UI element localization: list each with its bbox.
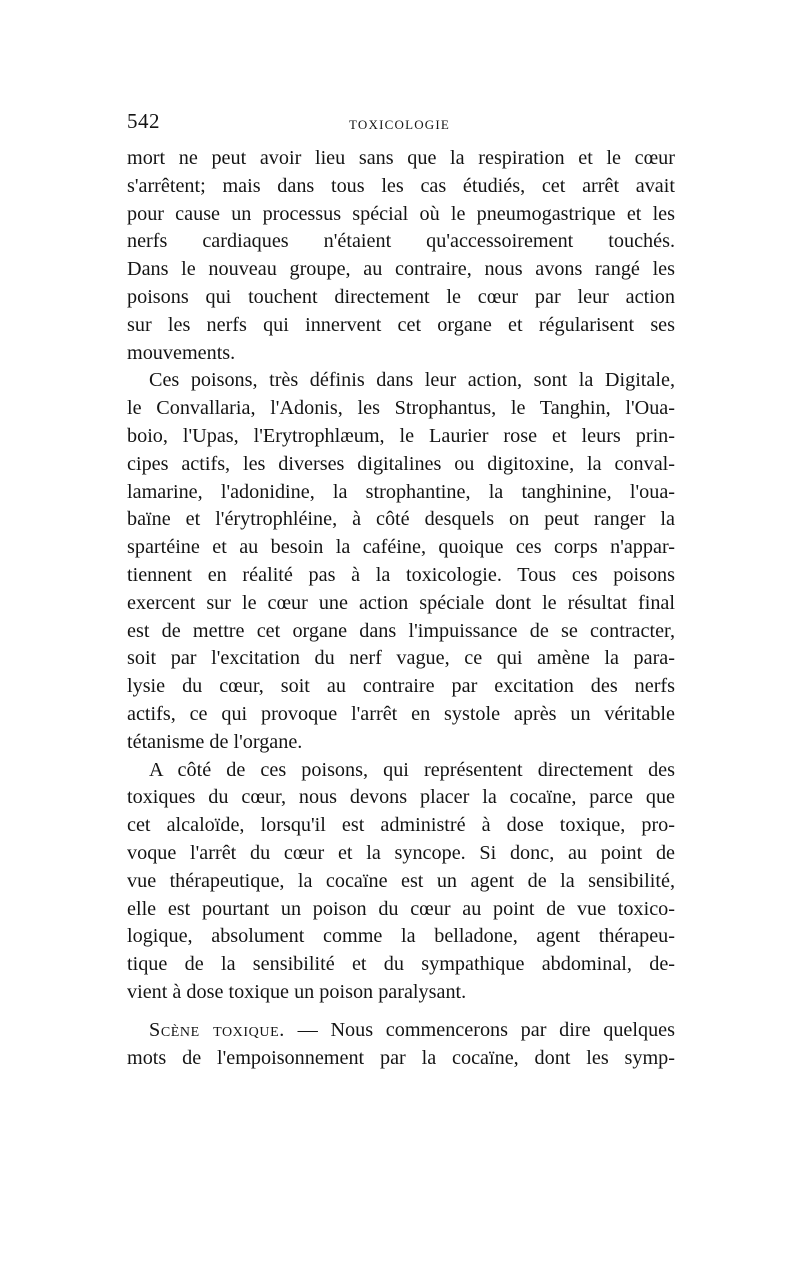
section-label: Scène toxique. — [149, 1018, 285, 1041]
paragraph-3 — [127, 757, 675, 1007]
paragraph-1 — [127, 145, 675, 367]
text-line: logique, absolument comme la belladone, agent thérapeu- — [127, 925, 675, 948]
text-line: spartéine et au besoin la caféine, quoique ces corps n'appar- — [127, 536, 675, 559]
text-line: lamarine, l'adonidine, la strophantine, la tanghinine, l'oua- — [127, 480, 675, 503]
text-line: elle est pourtant un poison du cœur au point de vue toxico- — [127, 897, 675, 920]
text-line: baïne et l'érytrophléine, à côté desquels on peut ranger la — [127, 508, 675, 531]
text-line: mouvements. — [127, 341, 236, 364]
text-line: mort ne peut avoir lieu sans que la respiration et le cœur — [127, 147, 675, 169]
text-line: cipes actifs, les diverses digitalines ou digitoxine, la conval- — [127, 452, 675, 475]
text-line: nerfs cardiaques n'étaient qu'accessoirement touchés. — [127, 230, 675, 253]
text-line-with-section-label — [127, 1017, 675, 1045]
text-line: Dans le nouveau groupe, au contraire, nous avons rangé les — [127, 258, 675, 281]
running-head — [127, 105, 675, 145]
text-line: mots de l'empoisonnement par la cocaïne, dont les symp- — [127, 1046, 675, 1069]
text-line: boio, l'Upas, l'Erytrophlæum, le Laurier rose et leurs prin- — [127, 424, 675, 447]
book-page — [127, 105, 675, 1072]
text-line: tétanisme de l'organe. — [127, 730, 303, 753]
text-line: pour cause un processus spécial où le pneumogastrique et les — [127, 202, 675, 225]
text-line: exercent sur le cœur une action spéciale dont le résultat final — [127, 591, 675, 614]
text-line: cet alcaloïde, lorsqu'il est administré à dose toxique, pro- — [127, 814, 675, 837]
text-line: sur les nerfs qui innervent cet organe et régularisent ses — [127, 313, 675, 336]
text-line: s'arrêtent; mais dans tous les cas étudiés, cet arrêt avait — [127, 174, 675, 197]
text-line: actifs, ce qui provoque l'arrêt en systole après un véritable — [127, 702, 675, 725]
page-number: 542 — [127, 109, 160, 133]
text-line: tique de la sensibilité et du sympathique abdominal, de- — [127, 953, 675, 976]
text-line: lysie du cœur, soit au contraire par excitation des nerfs — [127, 675, 675, 698]
text-line: A côté de ces poisons, qui représentent directement des — [149, 758, 675, 781]
text-line: le Convallaria, l'Adonis, les Strophantus, le Tanghin, l'Oua- — [127, 397, 675, 420]
text-line: est de mettre cet organe dans l'impuissance de se contracter, — [127, 619, 675, 642]
text-line: vue thérapeutique, la cocaïne est un agent de la sensibilité, — [127, 869, 675, 892]
text-line: poisons qui touchent directement le cœur par leur action — [127, 285, 675, 308]
text-line: voque l'arrêt du cœur et la syncope. Si donc, au point de — [127, 841, 675, 864]
text-line: toxiques du cœur, nous devons placer la cocaïne, parce que — [127, 786, 675, 809]
running-title: TOXICOLOGIE — [349, 117, 451, 132]
text-line: Ces poisons, très définis dans leur action, sont la Digitale, — [149, 369, 675, 392]
text-line: vient à dose toxique un poison paralysant. — [127, 980, 467, 1003]
text-line: soit par l'excitation du nerf vague, ce qui amène la para- — [127, 647, 675, 670]
paragraph-4 — [127, 1017, 675, 1073]
text-line: tiennent en réalité pas à la toxicologie. Tous ces poisons — [127, 563, 675, 586]
text-line-rest: — Nous commencerons par dire quelques — [284, 1018, 676, 1041]
paragraph-2 — [127, 367, 675, 756]
